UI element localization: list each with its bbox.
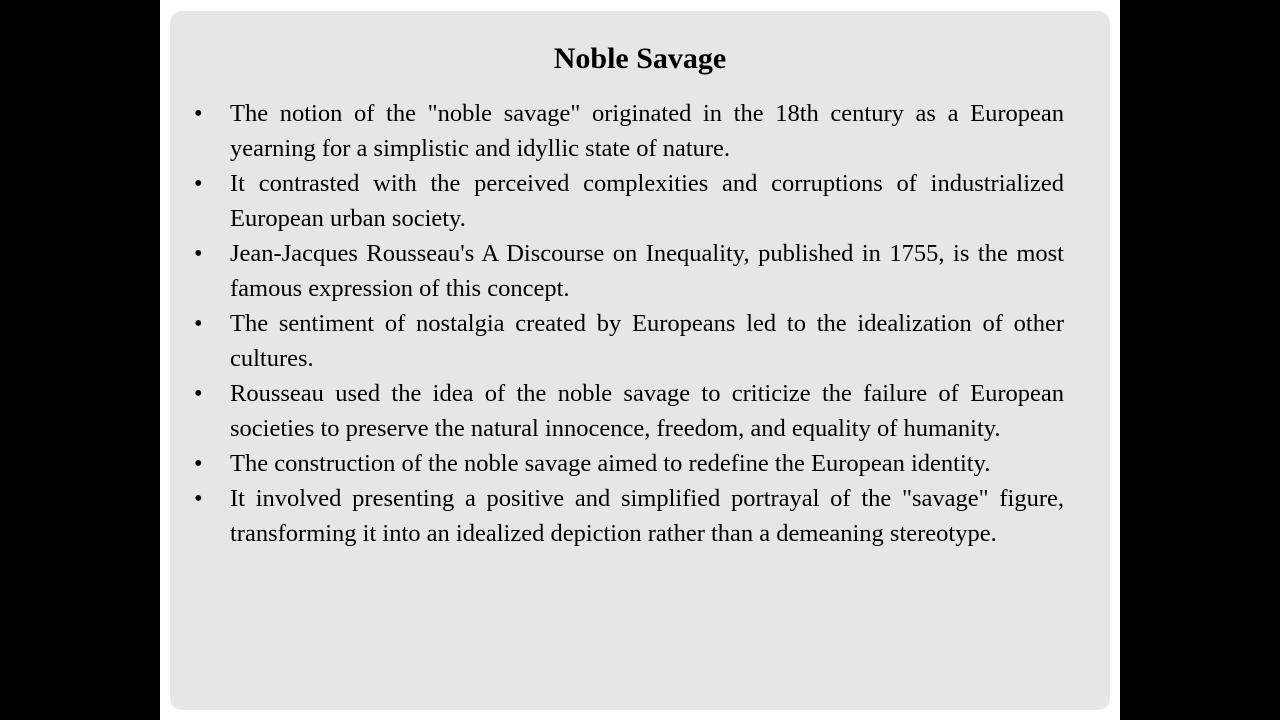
bullet-dot-icon: •: [194, 310, 203, 337]
bullet-item: [190, 166, 1064, 236]
bullet-text: The sentiment of nostalgia created by Europeans led to the idealization of other cultures.: [230, 310, 1064, 372]
bullet-dot-icon: •: [194, 485, 203, 512]
bullet-dot-icon: •: [194, 450, 203, 477]
bullet-text: The construction of the noble savage aimed to redefine the European identity.: [230, 450, 991, 477]
slide-title: Noble Savage: [553, 42, 727, 75]
content-panel: [170, 11, 1110, 710]
bullet-dot-icon: •: [194, 170, 203, 197]
bullet-item: [190, 481, 1064, 551]
bullet-item: [190, 376, 1064, 446]
slide: [160, 0, 1120, 720]
bullet-item: [190, 446, 1064, 481]
bullet-text: The notion of the "noble savage" originated in the 18th century as a European yearning for a simplistic and idyllic state of nature.: [230, 100, 1064, 162]
bullet-item: [190, 96, 1064, 166]
bullet-text: It involved presenting a positive and simplified portrayal of the "savage" figure, transforming it into an idealized depiction rather than a demeaning stereotype.: [230, 485, 1064, 547]
bullet-text: Jean-Jacques Rousseau's A Discourse on Inequality, published in 1755, is the most famous expression of this concept.: [230, 240, 1064, 302]
bullet-dot-icon: •: [194, 380, 203, 407]
bullet-dot-icon: •: [194, 240, 203, 267]
bullet-text: It contrasted with the perceived complexities and corruptions of industrialized European urban society.: [230, 170, 1064, 232]
bullet-dot-icon: •: [194, 100, 203, 127]
bullet-list: [190, 96, 1064, 551]
bullet-item: [190, 236, 1064, 306]
bullet-text: Rousseau used the idea of the noble savage to criticize the failure of European societies to preserve the natural innocence, freedom, and equality of humanity.: [230, 380, 1064, 442]
bullet-item: [190, 306, 1064, 376]
